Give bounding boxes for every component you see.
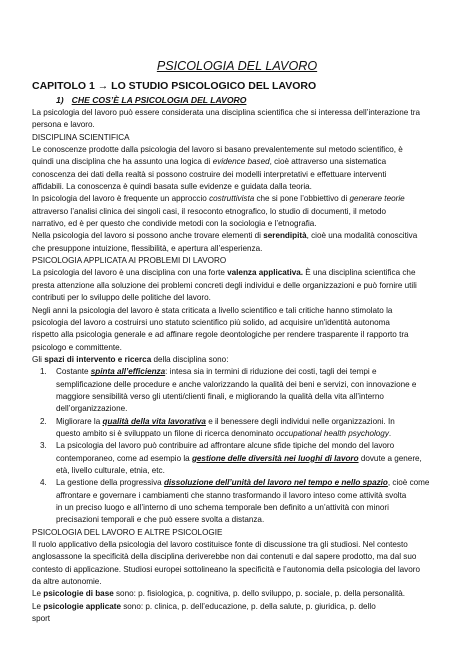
chapter-label: CAPITOLO 1 [32, 80, 95, 92]
list-item-number: 3. [40, 441, 47, 451]
subheading-altre-psicologie: PSICOLOGIA DEL LAVORO E ALTRE PSICOLOGIE [32, 527, 223, 537]
paragraph-psicologie-di-base: Le psicologie di base sono: p. fisiologica, p. cognitiva, p. dello sviluppo, p. sociale, p. della personalità. [32, 589, 406, 599]
paragraph-psicologie-applicate: Le psicologie applicate sono: p. clinica, p. dell’educazione, p. della salute, p. giuridica, p. dello sport [32, 601, 376, 624]
paragraph-serendipita: Nella psicologia del lavoro si possono anche trovare elementi di serendipità, cioè una modalità conoscitiva che presuppone intuizione, flessibilità, e apertura all’esperienza. [32, 231, 418, 253]
section-number: 1) [56, 95, 64, 105]
list-item-number: 1. [40, 367, 47, 377]
list-item: 4. La gestione della progressiva dissoluzione dell’unità del lavoro nel tempo e nello spazio, cioè come affrontare e governare i cambiamenti che stanno trasformando il lavoro inteso come attività svolta in un preciso luogo e all’interno di uno schema temporale ben definito a un’attività con minori precisazioni temporali e che può essere svolta a distanza. [40, 478, 430, 525]
list-item-number: 4. [40, 478, 47, 488]
paragraph-spazi-intervento: Gli spazi di intervento e ricerca della disciplina sono: [32, 354, 229, 364]
numbered-list [32, 366, 452, 526]
list-item-number: 2. [40, 416, 47, 426]
section-heading [56, 94, 246, 106]
paragraph-critiche: Negli anni la psicologia del lavoro è stata criticata a livello scientifico e tali critiche hanno stimolato la psicologia del lavoro a costruirsi uno statuto scientifico più solido, ad acquisire un'identità autonoma rispetto alla psicologia generale e ad affinare regole deontologiche per rendere trasparente il rapporto tra psicologo e committente. [32, 305, 409, 352]
document-title: PSICOLOGIA DEL LAVORO [156, 59, 318, 73]
list-item: 1. Costante spinta all’efficienza: intesa sia in termini di riduzione dei costi, tagli dei tempi e semplificazione delle procedure e anche valorizzando la qualità dei beni e servizi, con innovazione e maggiore sensibilità verso gli utenti/clienti finali, e migliorando la qualità della vita all’interno dell’organizzazione. [40, 367, 417, 414]
paragraph-metodo-scientifico: Le conoscenze prodotte dalla psicologia del lavoro si basano prevalentemente sul metodo scientifico, è quindi una disciplina che ha assunto una logica di evidence based, cioè attraverso una sistematica conoscenza dei dati della realtà si possono costruire dei modelli interpretativi e effettuare interventi affidabili. La conoscenza è quindi basata sulle evidenze e guidata dalla teoria. [32, 145, 403, 192]
arrow-icon: → [97, 80, 109, 92]
list-item: 2. Migliorare la qualità della vita lavorativa e il benessere degli individui nelle organizzazioni. In questo ambito si è sviluppato un filone di ricerca denominato occupational health psychology. [40, 416, 395, 438]
paragraph-valenza-applicativa: La psicologia del lavoro è una disciplina con una forte valenza applicativa. È una disciplina scientifica che presta attenzione alla soluzione dei problemi concreti degli individui e delle organizzazioni e può fornire utili contributi per lo sviluppo delle politiche del lavoro. [32, 268, 417, 303]
paragraph-intro: La psicologia del lavoro può essere considerata una disciplina scientifica che si interessa dell’interazione tra persona e lavoro. [32, 108, 420, 130]
chapter-heading [32, 80, 316, 93]
subheading-disciplina-scientifica: DISCIPLINA SCIENTIFICA [32, 132, 130, 142]
section-title: CHE COS’È LA PSICOLOGIA DEL LAVORO [71, 95, 247, 105]
paragraph-ruolo-applicativo: Il ruolo applicativo della psicologia del lavoro costituisce fonte di discussione tra gli studiosi. Nel contesto anglosassone la specificità della disciplina deriverebbe non dai contenuti e dal sapere prodotto, ma dal suo contesto di applicazione. Studiosi europei sottolineano la specificità e l’autonomia della psicologia del lavoro da altre autonomie. [32, 540, 420, 587]
list-item: 3. La psicologia del lavoro può contribuire ad affrontare alcune sfide tipiche del mondo del lavoro contemporaneo, come ad esempio la gestione delle diversità nei luoghi di lavoro dovute a genere, età, livello culturale, etnia, etc. [40, 441, 422, 475]
paragraph-costruttivista: In psicologia del lavoro è frequente un approccio costruttivista che si pone l’obbiettivo di generare teorie attraverso l’analisi clinica dei singoli casi, il resoconto etnografico, lo studio di documenti, il metodo narrativo, ed è per questo che condivide metodi con la sociologia e l’etnografia. [32, 194, 405, 229]
document-body [32, 107, 452, 625]
chapter-title: LO STUDIO PSICOLOGICO DEL LAVORO [111, 80, 317, 92]
subheading-psicologia-applicata: PSICOLOGIA APPLICATA AI PROBLEMI DI LAVORO [32, 256, 227, 266]
